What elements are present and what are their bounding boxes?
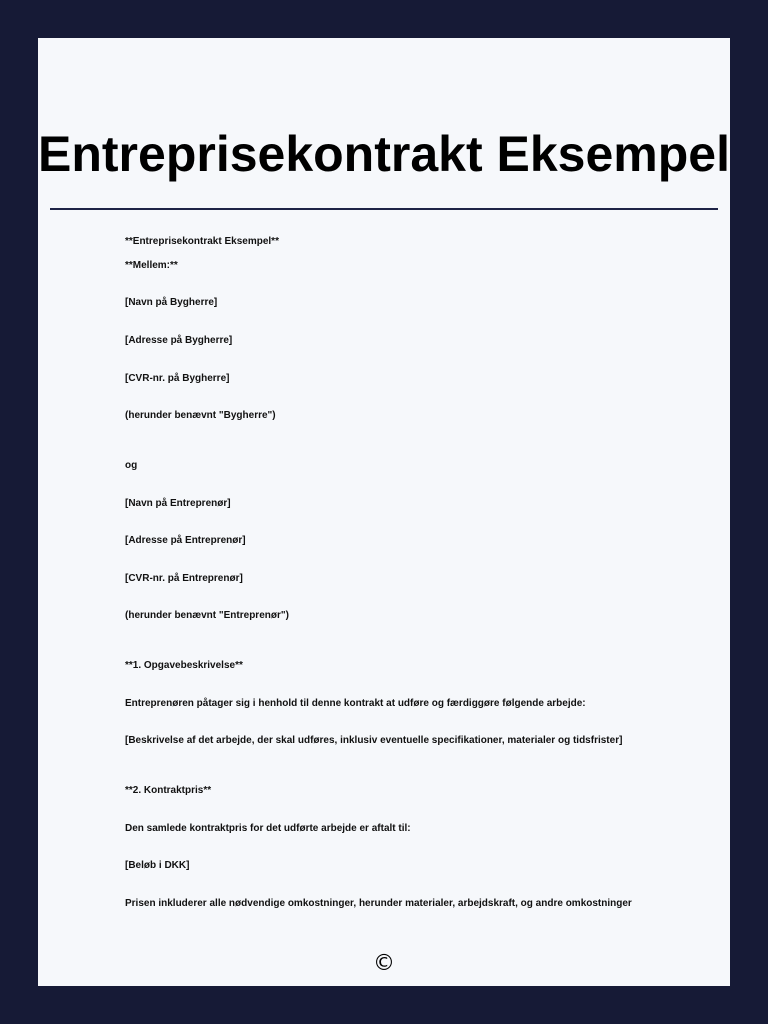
section-1-text: Entreprenøren påtager sig i henhold til denne kontrakt at udføre og færdiggøre følgende arbejde: [125,698,586,709]
document-page [38,38,730,986]
title-divider [50,208,718,210]
section-2-heading: **2. Kontraktpris** [125,785,212,796]
document-title: Entreprisekontrakt Eksempel [38,126,730,182]
client-address: [Adresse på Bygherre] [125,335,233,346]
contract-heading: **Entreprisekontrakt Eksempel** [125,236,279,247]
contractor-address: [Adresse på Entreprenør] [125,535,246,546]
price-inclusions: Prisen inkluderer alle nødvendige omkostninger, herunder materialer, arbejdskraft, og andre omkostninger [125,898,632,909]
section-1-placeholder: [Beskrivelse af det arbejde, der skal udføres, inklusiv eventuelle specifikationer, materialer og tidsfrister] [125,735,623,746]
contractor-name: [Navn på Entreprenør] [125,498,231,509]
copyright-icon: © [373,951,395,976]
section-1-heading: **1. Opgavebeskrivelse** [125,660,243,671]
section-2-text: Den samlede kontraktpris for det udførte arbejde er aftalt til: [125,823,411,834]
client-cvr: [CVR-nr. på Bygherre] [125,373,230,384]
contractor-cvr: [CVR-nr. på Entreprenør] [125,573,243,584]
price-placeholder: [Beløb i DKK] [125,860,190,871]
parties-label: **Mellem:** [125,260,178,271]
client-designation: (herunder benævnt "Bygherre") [125,410,276,421]
and-separator: og [125,460,138,471]
contractor-designation: (herunder benævnt "Entreprenør") [125,610,289,621]
client-name: [Navn på Bygherre] [125,297,218,308]
